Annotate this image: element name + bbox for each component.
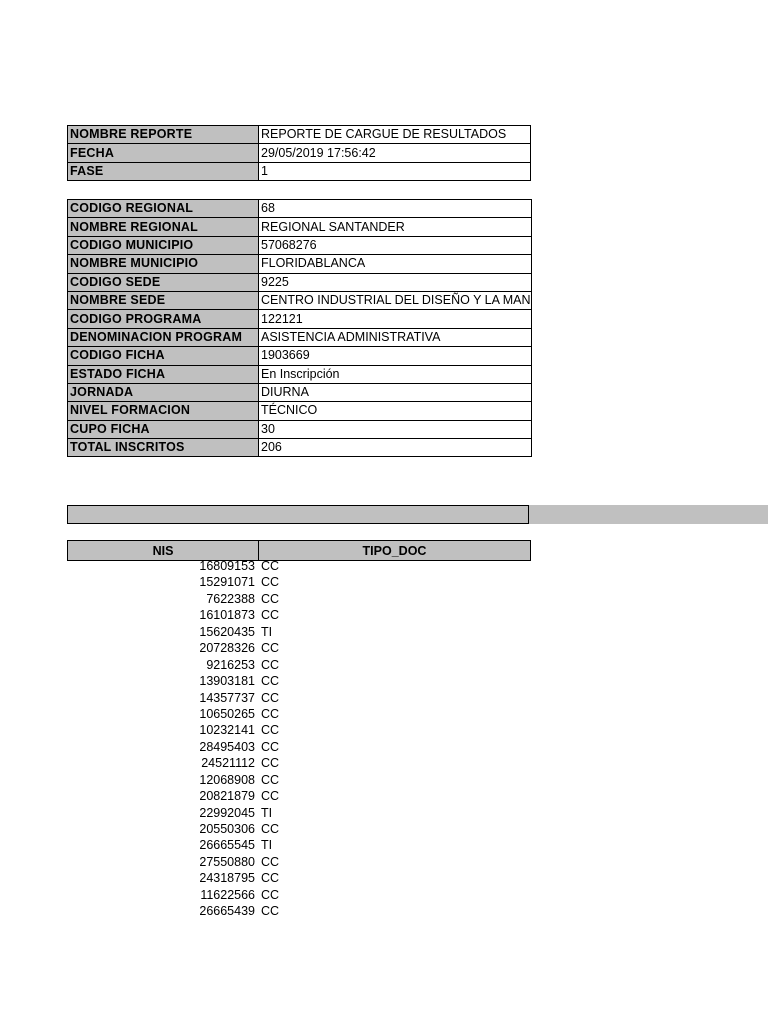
table-row — [67, 887, 530, 903]
nis-cell: 24521112 — [201, 756, 255, 771]
table-row — [67, 739, 530, 755]
tipo-doc-cell: CC — [261, 822, 280, 836]
nis-cell: 7622388 — [206, 591, 255, 606]
ficha-info-row — [68, 328, 532, 346]
table-row — [67, 657, 530, 673]
table-row — [67, 821, 530, 837]
ficha-info-row — [68, 236, 532, 254]
report-info-table — [67, 125, 531, 181]
nis-cell: 24318795 — [199, 871, 255, 886]
table-row — [67, 673, 530, 689]
report-info-row — [68, 162, 531, 180]
tipo-doc-cell: CC — [261, 690, 280, 705]
field-value: 57068276 — [259, 236, 532, 254]
tipo-doc-cell: TI — [261, 838, 273, 853]
field-label: NOMBRE MUNICIPIO — [68, 255, 259, 273]
table-row — [67, 558, 530, 574]
nis-cell: 10650265 — [199, 706, 255, 721]
tipo-doc-cell: CC — [261, 756, 280, 771]
field-label: CODIGO FICHA — [68, 347, 259, 365]
ficha-info-row — [68, 218, 532, 236]
nis-cell: 10232141 — [199, 723, 255, 738]
ficha-info-row — [68, 273, 532, 291]
field-value: REPORTE DE CARGUE DE RESULTADOS — [259, 126, 531, 144]
field-value: DIURNA — [259, 383, 532, 401]
ficha-info-row — [68, 365, 532, 383]
nis-cell: 26665545 — [199, 838, 255, 853]
tipo-doc-cell: CC — [261, 608, 280, 623]
field-value: FLORIDABLANCA — [259, 255, 532, 273]
tipo-doc-cell: TI — [261, 624, 273, 639]
ficha-info-row — [68, 310, 532, 328]
table-row — [67, 837, 530, 853]
table-row — [67, 805, 530, 821]
table-row — [67, 706, 530, 722]
table-row — [67, 624, 530, 640]
nis-cell: 28495403 — [199, 739, 255, 754]
tipo-doc-cell: CC — [261, 904, 280, 919]
table-row — [67, 607, 530, 623]
field-label: CODIGO MUNICIPIO — [68, 236, 259, 254]
field-label: NOMBRE REPORTE — [68, 126, 259, 144]
ficha-info-row — [68, 347, 532, 365]
tipo-doc-cell: CC — [261, 723, 280, 738]
nis-cell: 9216253 — [206, 657, 255, 672]
tipo-doc-cell: CC — [261, 871, 280, 886]
nis-cell: 12068908 — [199, 772, 255, 787]
ficha-info-row — [68, 200, 532, 218]
field-value: 30 — [259, 420, 532, 438]
ficha-info-row — [68, 383, 532, 401]
field-label: NOMBRE REGIONAL — [68, 218, 259, 236]
section-divider-bar-extension — [529, 505, 768, 524]
column-header-nis: NIS — [68, 541, 259, 561]
tipo-doc-cell: CC — [261, 706, 280, 721]
field-value: 122121 — [259, 310, 532, 328]
nis-cell: 26665439 — [199, 904, 255, 919]
table-row — [67, 788, 530, 804]
field-label: FECHA — [68, 144, 259, 162]
field-label: CUPO FICHA — [68, 420, 259, 438]
field-label: CODIGO REGIONAL — [68, 200, 259, 218]
field-label: NOMBRE SEDE — [68, 291, 259, 309]
field-value: ASISTENCIA ADMINISTRATIVA — [259, 328, 532, 346]
field-label: NIVEL FORMACION — [68, 402, 259, 420]
nis-cell: 16101873 — [199, 608, 255, 623]
results-table-body — [67, 558, 530, 920]
field-value: CENTRO INDUSTRIAL DEL DISEÑO Y LA MAN — [259, 291, 532, 309]
field-value: 29/05/2019 17:56:42 — [259, 144, 531, 162]
ficha-info-table — [67, 199, 532, 457]
nis-cell: 13903181 — [199, 674, 255, 689]
field-value: REGIONAL SANTANDER — [259, 218, 532, 236]
nis-cell: 11622566 — [200, 887, 255, 902]
nis-cell: 15620435 — [199, 624, 255, 639]
table-row — [67, 722, 530, 738]
tipo-doc-cell: CC — [261, 789, 280, 804]
field-label: TOTAL INSCRITOS — [68, 439, 259, 457]
nis-cell: 15291071 — [199, 575, 255, 590]
ficha-info-row — [68, 291, 532, 309]
tipo-doc-cell: CC — [261, 641, 280, 656]
field-value: 206 — [259, 439, 532, 457]
table-row — [67, 574, 530, 590]
nis-cell: 27550880 — [199, 854, 255, 869]
ficha-info-row — [68, 402, 532, 420]
ficha-info-row — [68, 255, 532, 273]
field-label: CODIGO SEDE — [68, 273, 259, 291]
tipo-doc-cell: TI — [261, 805, 273, 820]
nis-cell: 22992045 — [199, 805, 255, 820]
table-row — [67, 690, 530, 706]
table-row — [67, 755, 530, 771]
field-value: 68 — [259, 200, 532, 218]
report-info-row — [68, 144, 531, 162]
tipo-doc-cell: CC — [261, 674, 280, 689]
table-row — [67, 591, 530, 607]
report-info-row — [68, 126, 531, 144]
ficha-info-row — [68, 420, 532, 438]
tipo-doc-cell: CC — [261, 854, 280, 869]
tipo-doc-cell: CC — [261, 591, 280, 606]
nis-cell: 16809153 — [199, 559, 255, 573]
nis-cell: 14357737 — [199, 690, 255, 705]
table-row — [67, 640, 530, 656]
field-label: CODIGO PROGRAMA — [68, 310, 259, 328]
table-row — [67, 870, 530, 886]
table-row — [67, 772, 530, 788]
table-row — [67, 903, 530, 919]
field-value: TÉCNICO — [259, 402, 532, 420]
table-row — [67, 854, 530, 870]
tipo-doc-cell: CC — [261, 887, 280, 902]
tipo-doc-cell: CC — [261, 657, 280, 672]
tipo-doc-cell: CC — [261, 772, 280, 787]
tipo-doc-cell: CC — [261, 575, 280, 590]
section-divider-bar — [67, 505, 529, 524]
field-label: FASE — [68, 162, 259, 180]
ficha-info-row — [68, 439, 532, 457]
column-header-tipo-doc: TIPO_DOC — [259, 541, 531, 561]
nis-cell: 20821879 — [199, 789, 255, 804]
field-value: 1 — [259, 162, 531, 180]
nis-cell: 20728326 — [199, 641, 255, 656]
nis-cell: 20550306 — [199, 822, 255, 836]
field-value: 9225 — [259, 273, 532, 291]
field-label: ESTADO FICHA — [68, 365, 259, 383]
field-label: DENOMINACION PROGRAM — [68, 328, 259, 346]
field-value: 1903669 — [259, 347, 532, 365]
tipo-doc-cell: CC — [261, 559, 280, 573]
field-label: JORNADA — [68, 383, 259, 401]
field-value: En Inscripción — [259, 365, 532, 383]
tipo-doc-cell: CC — [261, 739, 280, 754]
